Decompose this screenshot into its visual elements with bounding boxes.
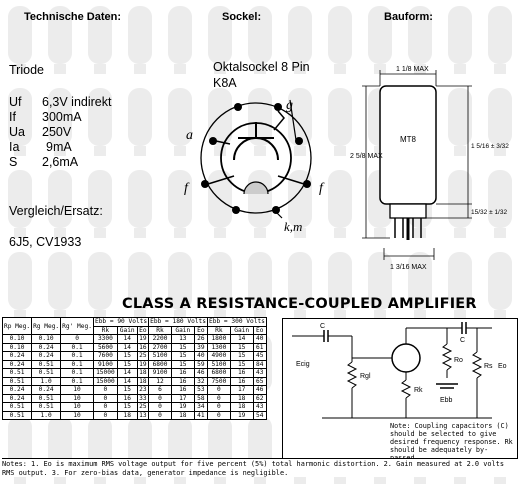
pin-dot (201, 180, 209, 188)
tube-code: MT8 (400, 135, 416, 144)
circuit-note: Note: Coupling capacitors (C) should be selected to give desired frequency response. Rk should be adequately by- (390, 422, 516, 462)
table-cell: 14 (117, 343, 137, 352)
pin-km-pointer (276, 212, 282, 218)
table-cell: 19 (230, 411, 253, 420)
table-cell: 14 (230, 335, 253, 344)
table-cell: 16 (230, 369, 253, 378)
table-cell: 0.10 (3, 343, 32, 352)
table-cell: 5100 (149, 352, 172, 361)
table-cell: 0.51 (3, 411, 32, 420)
dim-height: 2 5/8 MAX (350, 153, 383, 160)
table-cell: 46 (194, 369, 207, 378)
sub-header: Eo (194, 326, 207, 335)
grid-lead (274, 111, 284, 130)
table-cell: 43 (253, 369, 266, 378)
col-header-rp: Rp Meg. (3, 318, 32, 335)
form-header: Bauform: (384, 11, 433, 23)
table-cell: 18 (171, 411, 194, 420)
spec-value: 6,3V indirekt (42, 95, 112, 109)
socket-header: Sockel: (222, 11, 262, 23)
table-cell: 0.51 (32, 403, 61, 412)
table-row (3, 369, 267, 378)
table-row (3, 377, 267, 386)
table-cell: 16 (117, 394, 137, 403)
key-notch (244, 182, 268, 194)
table-cell: 0.10 (32, 335, 61, 344)
compare-value: 6J5, CV1933 (9, 235, 82, 249)
background-tube (88, 252, 112, 320)
table-cell: 0.24 (3, 386, 32, 395)
table-cell: 0.24 (32, 343, 61, 352)
table-cell: 65 (253, 377, 266, 386)
table-cell: 15 (171, 352, 194, 361)
table-cell: 0.51 (32, 360, 61, 369)
tube-outline-drawing (350, 62, 510, 272)
spec-value: 250V (42, 125, 72, 139)
table-cell: 18 (137, 377, 149, 386)
table-cell: 0 (93, 394, 117, 403)
background-tube (128, 170, 152, 238)
table-cell: 10 (61, 394, 94, 403)
class-a-title: CLASS A RESISTANCE-COUPLED AMPLIFIER (122, 296, 477, 312)
label-rs: Rs (484, 363, 493, 370)
table-cell: 15000 (93, 369, 117, 378)
table-cell: 59 (194, 360, 207, 369)
table-cell: 1.0 (32, 411, 61, 420)
table-cell: 0.24 (32, 386, 61, 395)
spec-symbol: Uf (9, 95, 22, 109)
sub-header: Rk (208, 326, 231, 335)
background-tube (328, 6, 352, 74)
table-cell: 54 (253, 411, 266, 420)
table-cell: 1.0 (32, 377, 61, 386)
table-cell: 0.1 (61, 360, 94, 369)
spec-symbol: Ia (9, 140, 20, 154)
background-tube (128, 6, 152, 74)
background-tube (128, 88, 152, 156)
table-cell: 0.1 (61, 352, 94, 361)
table-cell: 15 (171, 343, 194, 352)
table-cell: 15 (230, 343, 253, 352)
table-row (3, 403, 267, 412)
pin-dot (274, 103, 282, 111)
table-cell: 7500 (208, 377, 231, 386)
table-cell: 14 (117, 377, 137, 386)
table-cell: 6800 (208, 369, 231, 378)
resistor-rg (348, 362, 356, 388)
table-cell: 32 (194, 377, 207, 386)
tech-data-header: Technische Daten: (24, 11, 121, 23)
label-c: C (320, 323, 326, 330)
table-cell: 10 (61, 403, 94, 412)
spec-value: 2,6mA (42, 155, 79, 169)
label-eo: Eo (498, 363, 507, 370)
table-cell: 61 (253, 343, 266, 352)
table-row (3, 394, 267, 403)
amplifier-data-table (2, 317, 267, 420)
table-cell: 5100 (208, 360, 231, 369)
sub-header: Gain (117, 326, 137, 335)
table-cell: 0.51 (3, 369, 32, 378)
pin-label-f-right: f (319, 181, 323, 196)
table-cell: 13 (137, 411, 149, 420)
table-cell: 15 (230, 352, 253, 361)
background-tube (8, 252, 32, 320)
group-header: Ebb = 180 Volts (150, 318, 207, 326)
table-cell: 16 (230, 377, 253, 386)
table-cell: 5600 (93, 343, 117, 352)
table-cell: 0 (93, 386, 117, 395)
table-cell: 0 (93, 403, 117, 412)
label-rk: Rk (414, 387, 423, 394)
spec-value: 300mA (42, 110, 82, 124)
table-cell: 18 (137, 369, 149, 378)
table-cell: 0 (208, 403, 231, 412)
table-cell: 17 (171, 394, 194, 403)
table-cell: 15 (117, 360, 137, 369)
dim-bottom-width: 1 3/16 MAX (390, 264, 427, 271)
label-ro: Ro (454, 357, 463, 364)
table-cell: 7600 (93, 352, 117, 361)
table-cell: 0.51 (32, 369, 61, 378)
pin-diagram (178, 92, 338, 242)
dim-body-height: 1 5/16 ± 3/32 (471, 143, 509, 150)
table-cell: 34 (194, 403, 207, 412)
label-rgl: Rgl (360, 373, 371, 380)
resistor-rk (402, 380, 410, 398)
background-tube (168, 6, 192, 74)
table-body (3, 335, 267, 420)
dim-base-height: 15/32 ± 1/32 (471, 209, 508, 216)
group-header: Ebb = 90 Volts (94, 318, 148, 326)
table-cell: 45 (253, 352, 266, 361)
spec-symbol: Ua (9, 125, 25, 139)
sub-header: Gain (171, 326, 194, 335)
table-cell: 0 (149, 411, 172, 420)
table-cell: 1300 (208, 343, 231, 352)
table-cell: 19 (137, 360, 149, 369)
label-c2: C (460, 337, 466, 344)
table-cell: 3300 (93, 335, 117, 344)
table-cell: 9100 (149, 369, 172, 378)
table-cell: 16 (171, 377, 194, 386)
table-cell: 14 (117, 335, 137, 344)
table-cell: 15 (230, 360, 253, 369)
table-cell: 0.51 (3, 377, 32, 386)
table-cell: 26 (194, 335, 207, 344)
table-cell: 10 (61, 411, 94, 420)
table-cell: 0.24 (32, 352, 61, 361)
table-row (3, 360, 267, 369)
compare-label: Vergleich/Ersatz: (9, 204, 103, 218)
table-cell: 2200 (149, 335, 172, 344)
tube-symbol (392, 344, 420, 372)
table-cell: 19 (171, 403, 194, 412)
pin-label-g: g (286, 98, 293, 113)
pin-dot (232, 206, 240, 214)
table-cell: 0 (208, 386, 231, 395)
spec-value: 9mA (46, 140, 72, 154)
table-cell: 15 (117, 386, 137, 395)
pin-label-f-left: f (184, 181, 188, 196)
table-cell: 0.24 (3, 394, 32, 403)
table-row (3, 352, 267, 361)
table-cell: 0.1 (61, 377, 94, 386)
pin-dot (234, 103, 242, 111)
anode-lead (216, 141, 230, 144)
table-cell: 0 (208, 411, 231, 420)
label-ebb: Ebb (440, 397, 453, 404)
sub-header: Rk (93, 326, 117, 335)
table-cell: 16 (171, 369, 194, 378)
table-cell: 0 (208, 394, 231, 403)
sub-header: Eo (253, 326, 266, 335)
table-cell: 18 (117, 411, 137, 420)
col-header-rg: Rg Meg. (32, 318, 61, 335)
table-cell: 25 (137, 352, 149, 361)
table-cell: 40 (194, 352, 207, 361)
dim-top-width: 1 1/8 MAX (396, 66, 429, 73)
socket-outline (201, 103, 311, 213)
cathode-element (234, 138, 278, 160)
table-cell: 17 (230, 386, 253, 395)
footnotes: Notes: 1. Eo is maximum RMS voltage output for five percent (5%) total harmonic distortion. 2. Gain measured at 2.0 volts RMS output. 3. For zero-bias data, generator impedance is negligible. (2, 458, 518, 477)
table-cell: 12 (149, 377, 172, 386)
table-row (3, 343, 267, 352)
table-cell: 15 (117, 403, 137, 412)
sub-header: Eo (137, 326, 149, 335)
tube-base (390, 204, 426, 218)
table-cell: 40 (253, 335, 266, 344)
resistor-rs (473, 352, 481, 378)
table-cell: 18 (230, 394, 253, 403)
table-cell: 14 (117, 369, 137, 378)
resistor-ro (443, 344, 451, 370)
sub-header: Rk (149, 326, 172, 335)
table-cell: 62 (253, 394, 266, 403)
table-cell: 13 (171, 335, 194, 344)
table-cell: 15 (117, 352, 137, 361)
table-cell: 0.24 (3, 352, 32, 361)
table-cell: 33 (137, 394, 149, 403)
spec-symbol: If (9, 110, 16, 124)
table-row (3, 386, 267, 395)
table-cell: 0.1 (61, 343, 94, 352)
table-cell: 2700 (149, 343, 172, 352)
table-cell: 46 (253, 386, 266, 395)
table-cell: 39 (194, 343, 207, 352)
table-cell: 23 (137, 386, 149, 395)
table-cell: 16 (171, 386, 194, 395)
table-cell: 1800 (208, 335, 231, 344)
table-cell: 9100 (93, 360, 117, 369)
table-cell: 15 (171, 360, 194, 369)
table-cell: 41 (194, 411, 207, 420)
table-cell: 43 (253, 403, 266, 412)
table-cell: 4900 (208, 352, 231, 361)
pin-label-km: k,m (284, 219, 303, 234)
table-cell: 10 (61, 386, 94, 395)
pin-dot (303, 180, 311, 188)
table-cell: 0.10 (3, 335, 32, 344)
table-cell: 0 (93, 411, 117, 420)
col-header-rgprime: Rg' Meg. (61, 318, 94, 335)
pin-label-a: a (186, 128, 193, 143)
table-cell: 15000 (93, 377, 117, 386)
table-cell: 16 (137, 343, 149, 352)
pin-dot (209, 137, 217, 145)
table-cell: 0.51 (3, 403, 32, 412)
table-cell: 84 (253, 360, 266, 369)
table-cell: 0.1 (61, 369, 94, 378)
table-cell: 0.24 (3, 360, 32, 369)
table-cell: 0.51 (32, 394, 61, 403)
label-ecig: Ecig (296, 361, 310, 368)
tube-body (380, 86, 436, 204)
table-cell: 25 (137, 403, 149, 412)
table-row (3, 411, 267, 420)
sub-header: Gain (230, 326, 253, 335)
socket-type: Oktalsockel 8 Pin (213, 60, 310, 74)
background-tube (48, 252, 72, 320)
table-cell: 0 (149, 394, 172, 403)
table-cell: 58 (194, 394, 207, 403)
table-cell: 6 (149, 386, 172, 395)
table-cell: 0 (149, 403, 172, 412)
table-cell: 0 (61, 335, 94, 344)
table-cell: 19 (137, 335, 149, 344)
table-cell: 53 (194, 386, 207, 395)
table-cell: 18 (230, 403, 253, 412)
table-row (3, 335, 267, 344)
table-cell: 6800 (149, 360, 172, 369)
group-header: Ebb = 300 Volts (209, 318, 265, 326)
tube-type: Triode (9, 63, 44, 77)
socket-code: K8A (213, 76, 237, 90)
spec-symbol: S (9, 155, 18, 169)
